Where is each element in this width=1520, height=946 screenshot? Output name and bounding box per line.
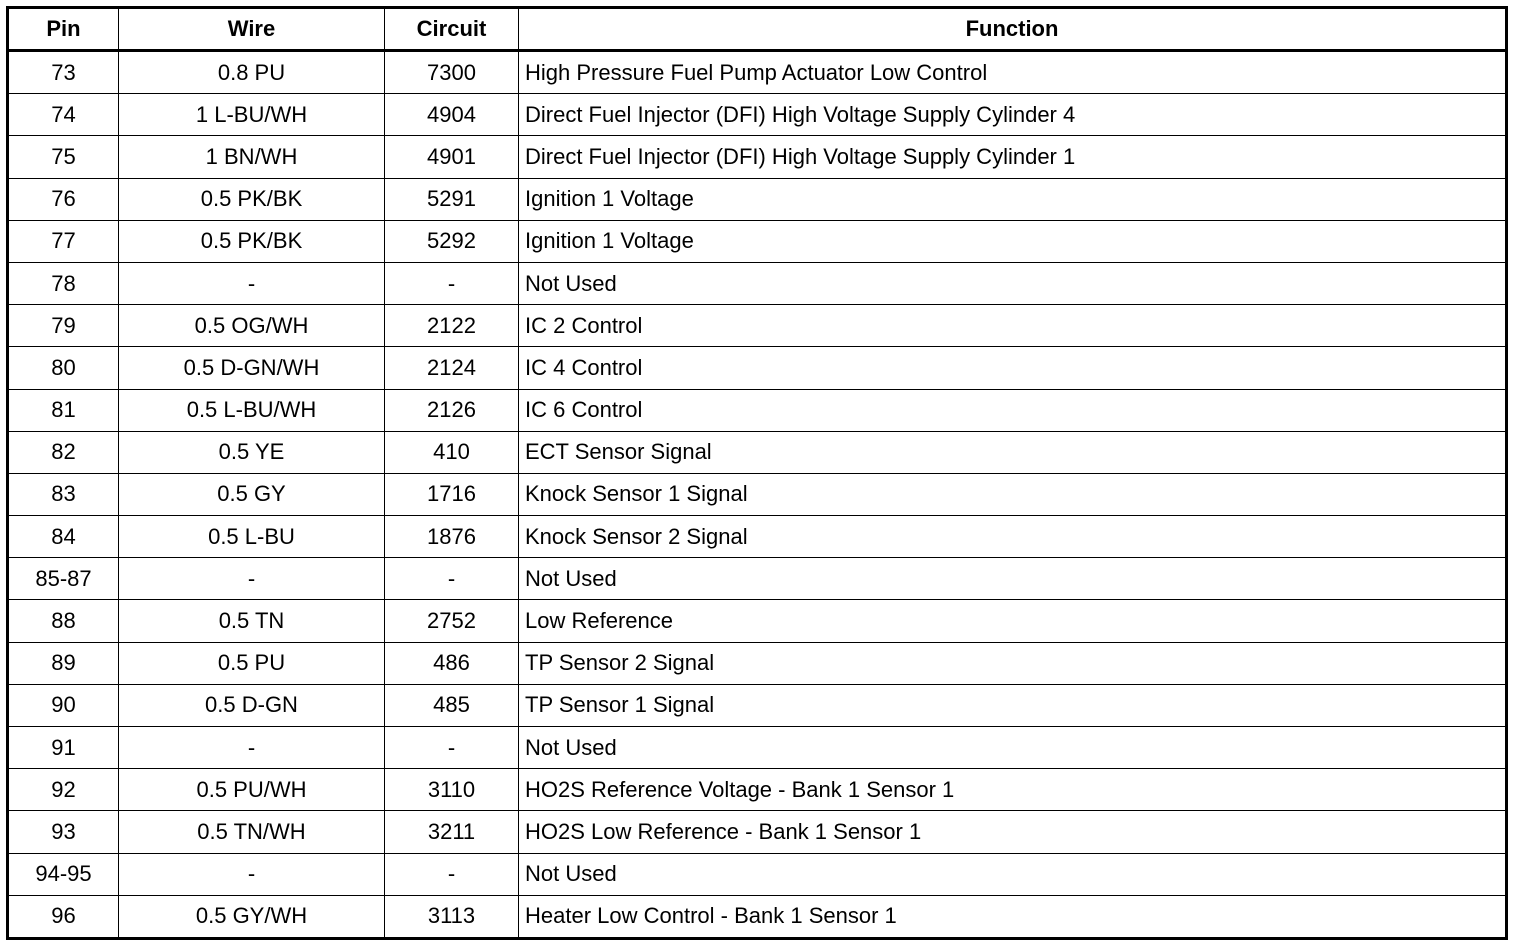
wire-cell: 0.5 D-GN bbox=[119, 684, 385, 726]
table-row bbox=[8, 178, 1507, 220]
function-cell: Ignition 1 Voltage bbox=[519, 220, 1507, 262]
function-cell: TP Sensor 1 Signal bbox=[519, 684, 1507, 726]
circuit-cell: 2124 bbox=[385, 347, 519, 389]
wire-cell: 0.5 TN bbox=[119, 600, 385, 642]
header-pin: Pin bbox=[8, 8, 119, 51]
pin-cell: 90 bbox=[8, 684, 119, 726]
table-row bbox=[8, 853, 1507, 895]
table-row bbox=[8, 51, 1507, 94]
table-header bbox=[8, 8, 1507, 51]
pin-cell: 80 bbox=[8, 347, 119, 389]
function-cell: High Pressure Fuel Pump Actuator Low Control bbox=[519, 51, 1507, 94]
circuit-cell: - bbox=[385, 853, 519, 895]
wire-cell: - bbox=[119, 558, 385, 600]
function-cell: IC 6 Control bbox=[519, 389, 1507, 431]
function-cell: Knock Sensor 1 Signal bbox=[519, 473, 1507, 515]
pin-cell: 78 bbox=[8, 262, 119, 304]
circuit-cell: 3110 bbox=[385, 769, 519, 811]
pin-cell: 73 bbox=[8, 51, 119, 94]
function-cell: TP Sensor 2 Signal bbox=[519, 642, 1507, 684]
function-cell: Low Reference bbox=[519, 600, 1507, 642]
wire-cell: 0.5 OG/WH bbox=[119, 305, 385, 347]
circuit-cell: 1876 bbox=[385, 516, 519, 558]
pin-cell: 93 bbox=[8, 811, 119, 853]
circuit-cell: - bbox=[385, 727, 519, 769]
wire-cell: 0.5 PK/BK bbox=[119, 178, 385, 220]
table-row bbox=[8, 473, 1507, 515]
wire-cell: 0.5 GY/WH bbox=[119, 895, 385, 938]
wire-cell: - bbox=[119, 727, 385, 769]
function-cell: HO2S Low Reference - Bank 1 Sensor 1 bbox=[519, 811, 1507, 853]
wire-cell: 0.5 PK/BK bbox=[119, 220, 385, 262]
table-row bbox=[8, 642, 1507, 684]
pin-cell: 74 bbox=[8, 94, 119, 136]
circuit-cell: 2752 bbox=[385, 600, 519, 642]
function-cell: Direct Fuel Injector (DFI) High Voltage Supply Cylinder 4 bbox=[519, 94, 1507, 136]
function-cell: Not Used bbox=[519, 558, 1507, 600]
function-cell: HO2S Reference Voltage - Bank 1 Sensor 1 bbox=[519, 769, 1507, 811]
circuit-cell: - bbox=[385, 262, 519, 304]
pin-cell: 92 bbox=[8, 769, 119, 811]
wire-cell: 0.5 D-GN/WH bbox=[119, 347, 385, 389]
function-cell: Not Used bbox=[519, 262, 1507, 304]
circuit-cell: 5292 bbox=[385, 220, 519, 262]
pin-cell: 81 bbox=[8, 389, 119, 431]
pin-cell: 88 bbox=[8, 600, 119, 642]
table-row bbox=[8, 431, 1507, 473]
table-row bbox=[8, 516, 1507, 558]
circuit-cell: 5291 bbox=[385, 178, 519, 220]
circuit-cell: 486 bbox=[385, 642, 519, 684]
table-body bbox=[8, 51, 1507, 939]
function-cell: Heater Low Control - Bank 1 Sensor 1 bbox=[519, 895, 1507, 938]
table-row bbox=[8, 558, 1507, 600]
circuit-cell: 1716 bbox=[385, 473, 519, 515]
circuit-cell: 2122 bbox=[385, 305, 519, 347]
pin-cell: 85-87 bbox=[8, 558, 119, 600]
wire-cell: 0.5 PU bbox=[119, 642, 385, 684]
pin-cell: 84 bbox=[8, 516, 119, 558]
pin-cell: 91 bbox=[8, 727, 119, 769]
pin-cell: 79 bbox=[8, 305, 119, 347]
wire-cell: - bbox=[119, 262, 385, 304]
table-row bbox=[8, 220, 1507, 262]
table-row bbox=[8, 262, 1507, 304]
circuit-cell: 4904 bbox=[385, 94, 519, 136]
pin-cell: 75 bbox=[8, 136, 119, 178]
table-row bbox=[8, 895, 1507, 938]
wire-cell: 1 L-BU/WH bbox=[119, 94, 385, 136]
wire-cell: 0.5 L-BU/WH bbox=[119, 389, 385, 431]
table-row bbox=[8, 347, 1507, 389]
table-row bbox=[8, 136, 1507, 178]
table-row bbox=[8, 600, 1507, 642]
function-cell: Knock Sensor 2 Signal bbox=[519, 516, 1507, 558]
wire-cell: 0.5 L-BU bbox=[119, 516, 385, 558]
circuit-cell: 3211 bbox=[385, 811, 519, 853]
pin-cell: 89 bbox=[8, 642, 119, 684]
function-cell: IC 4 Control bbox=[519, 347, 1507, 389]
circuit-cell: 3113 bbox=[385, 895, 519, 938]
wire-cell: 0.5 PU/WH bbox=[119, 769, 385, 811]
circuit-cell: 2126 bbox=[385, 389, 519, 431]
circuit-cell: 4901 bbox=[385, 136, 519, 178]
pin-cell: 96 bbox=[8, 895, 119, 938]
wire-cell: - bbox=[119, 853, 385, 895]
wire-cell: 1 BN/WH bbox=[119, 136, 385, 178]
header-circuit: Circuit bbox=[385, 8, 519, 51]
table-row bbox=[8, 94, 1507, 136]
pin-cell: 76 bbox=[8, 178, 119, 220]
header-wire: Wire bbox=[119, 8, 385, 51]
circuit-cell: 485 bbox=[385, 684, 519, 726]
circuit-cell: 7300 bbox=[385, 51, 519, 94]
function-cell: IC 2 Control bbox=[519, 305, 1507, 347]
function-cell: Not Used bbox=[519, 853, 1507, 895]
circuit-cell: 410 bbox=[385, 431, 519, 473]
pin-cell: 82 bbox=[8, 431, 119, 473]
circuit-cell: - bbox=[385, 558, 519, 600]
table-row bbox=[8, 769, 1507, 811]
table-row bbox=[8, 727, 1507, 769]
function-cell: Ignition 1 Voltage bbox=[519, 178, 1507, 220]
header-function: Function bbox=[519, 8, 1507, 51]
function-cell: ECT Sensor Signal bbox=[519, 431, 1507, 473]
table-row bbox=[8, 811, 1507, 853]
table-row bbox=[8, 305, 1507, 347]
function-cell: Direct Fuel Injector (DFI) High Voltage Supply Cylinder 1 bbox=[519, 136, 1507, 178]
header-row bbox=[8, 8, 1507, 51]
function-cell: Not Used bbox=[519, 727, 1507, 769]
wire-cell: 0.5 YE bbox=[119, 431, 385, 473]
wire-cell: 0.8 PU bbox=[119, 51, 385, 94]
table-row bbox=[8, 684, 1507, 726]
pin-cell: 94-95 bbox=[8, 853, 119, 895]
wire-cell: 0.5 TN/WH bbox=[119, 811, 385, 853]
pin-cell: 77 bbox=[8, 220, 119, 262]
pin-cell: 83 bbox=[8, 473, 119, 515]
table-row bbox=[8, 389, 1507, 431]
wire-cell: 0.5 GY bbox=[119, 473, 385, 515]
pin-table bbox=[6, 6, 1508, 940]
